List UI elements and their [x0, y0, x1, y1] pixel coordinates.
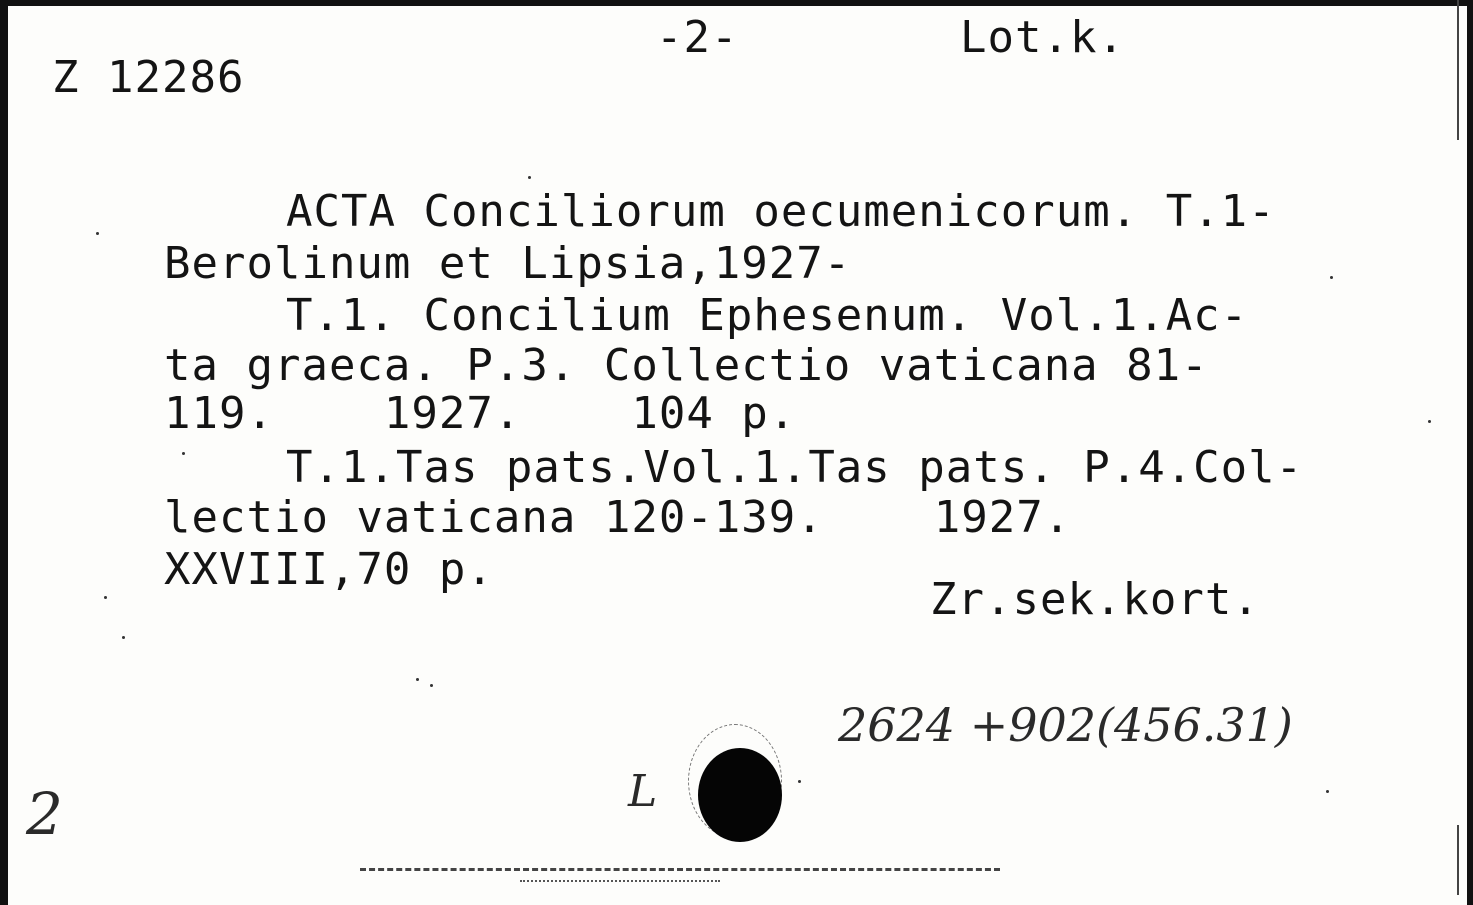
speck: [798, 780, 801, 783]
entry-line-1: ACTA Conciliorum oecumenicorum. T.1-: [286, 186, 1276, 237]
entry-line-7: lectio vaticana 120-139. 1927.: [164, 492, 1072, 543]
entry-line-5: 119. 1927. 104 p.: [164, 388, 797, 439]
card-right-edge: [1467, 0, 1473, 905]
speck: [104, 596, 107, 599]
source-note: Zr.sek.kort.: [930, 574, 1260, 625]
card-edge-mark-top: [1457, 0, 1459, 140]
card-edge-mark-bottom: [1457, 825, 1459, 895]
bottom-scan-noise: [360, 868, 1000, 874]
speck: [96, 232, 99, 235]
speck: [416, 678, 419, 681]
entry-line-2: Berolinum et Lipsia,1927-: [164, 238, 852, 289]
page-marker: -2-: [656, 12, 739, 63]
inventory-number: 2624 +902(456.31): [838, 698, 1293, 752]
speck: [1326, 790, 1329, 793]
speck: [182, 452, 185, 455]
speck: [528, 176, 531, 179]
handwritten-mark-left: 2: [26, 780, 63, 848]
speck: [1428, 420, 1431, 423]
entry-line-6: T.1.Tas pats.Vol.1.Tas pats. P.4.Col-: [286, 442, 1304, 493]
entry-line-3: T.1. Concilium Ephesenum. Vol.1.Ac-: [286, 290, 1249, 341]
speck: [430, 684, 433, 687]
entry-line-8: XXVIII,70 p.: [164, 544, 494, 595]
speck: [122, 636, 125, 639]
bottom-scan-noise-2: [520, 880, 720, 884]
language-code: Lot.k.: [960, 12, 1125, 63]
speck: [1330, 276, 1333, 279]
call-number: Z 12286: [52, 52, 245, 103]
handwritten-mark-center: L: [628, 766, 658, 817]
punch-hole: [698, 748, 782, 842]
entry-line-4: ta graeca. P.3. Collectio vaticana 81-: [164, 340, 1209, 391]
